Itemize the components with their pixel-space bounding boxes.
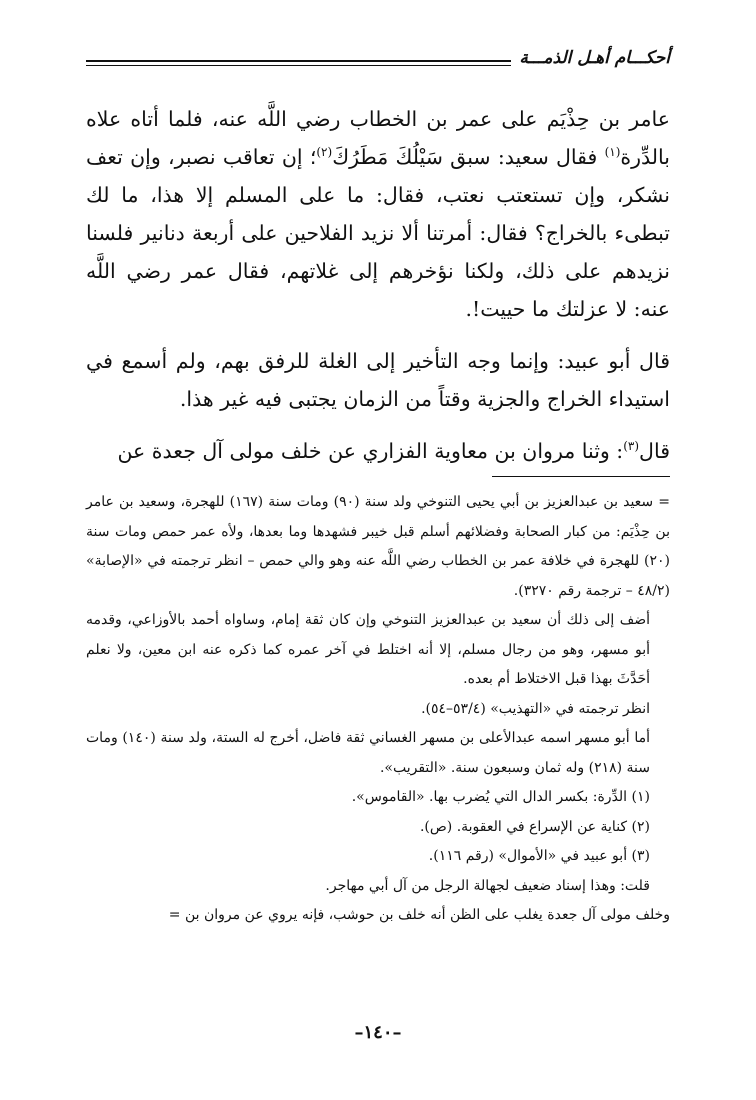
- footnotes: [86, 488, 670, 931]
- footnote-1: (١) الدِّرة: بكسر الدال التي يُضرب بها. «القاموس».: [351, 789, 650, 805]
- page-number: –١٤٠–: [354, 1022, 402, 1043]
- footnote-separator: [492, 476, 670, 477]
- paragraph-text: فقال سعيد: سبق سَيْلُكَ مَطَرُكَ: [332, 145, 605, 169]
- footnote-continuation: أما أبو مسهر اسمه عبدالأعلى بن مسهر الغساني ثقة فاضل، أخرج له الستة، ولد سنة (١٤٠) ومات سنة (٢١٨) وله ثمان وسبعون سنة. «التقريب».: [86, 730, 650, 776]
- header-rule: [86, 60, 520, 62]
- main-paragraph: قال أبو عبيد: وإنما وجه التأخير إلى الغلة للرفق بهم، ولم أسمع في استيداء الخراج والجزية وقتاً من الزمان يجتبى فيه غير هذا.: [86, 349, 670, 411]
- editor-comment: وخلف مولى آل جعدة يغلب على الظن أنه خلف بن حوشب، فإنه يروي عن مروان بن =: [168, 907, 670, 923]
- running-header-title: أحكـــام أهـل الذمـــة: [511, 48, 670, 68]
- footnote-marker-3: (٣): [623, 439, 640, 454]
- footnote-continuation: أضف إلى ذلك أن سعيد بن عبدالعزيز التنوخي وإن كان ثقة إمام، وساواه أحمد بالأوزاعي، وقدمه أبو مسهر، وهو من رجال مسلم، إلا أنه اختلط في آخر عمره كما ذكره عنه ابن معين، ولا نعلم أحَدَّثَ بهذا قبل الاختلاط أم بعده.: [86, 612, 650, 687]
- main-paragraph: [86, 100, 670, 328]
- main-paragraph: [86, 432, 670, 470]
- main-text: [86, 100, 670, 470]
- footnote-continuation: انظر ترجمته في «التهذيب» (٥٣/٤–٥٤).: [421, 700, 650, 717]
- paragraph-text: قال: [639, 439, 670, 463]
- footnote-3: (٣) أبو عبيد في «الأموال» (رقم ١١٦).: [428, 848, 650, 864]
- paragraph-text: : وثنا مروان بن معاوية الفزاري عن خلف مولى آل جعدة عن: [117, 439, 624, 463]
- header-rule-thin: [86, 65, 520, 66]
- running-header: [86, 48, 670, 76]
- editor-comment: قلت: وهذا إسناد ضعيف لجهالة الرجل من آل أبي مهاجر.: [325, 877, 650, 894]
- paragraph-text: عامر بن حِذْيَم على عمر بن الخطاب رضي اللَّه عنه، فلما أتاه علاه بالدِّرة: [86, 107, 670, 169]
- paragraph-text: ؛ إن تعاقب نصبر، وإن تعف نشكر، وإن تستعتب نعتب، فقال: ما على المسلم إلا هذا، ما لك تبطىء بالخراج؟ فقال: أمرتنا ألا نزيد الفلاحين على أربعة دنانير فلسنا نزيدهم على ذلك، ولكنا نؤخرهم إلى غلاتهم، فقال عمر رضي اللَّه عنه: لا عزلتك ما حييت!.: [86, 145, 670, 321]
- footnote-marker-1: (١): [604, 145, 621, 160]
- footnote-2: (٢) كناية عن الإسراع في العقوبة. (ص).: [419, 818, 650, 835]
- footnote-marker-2: (٢): [316, 145, 333, 160]
- footnote-continuation: = سعيد بن عبدالعزيز بن أبي يحيى التنوخي ولد سنة (٩٠) ومات سنة (١٦٧) للهجرة، وسعيد بن عامر بن حِذْيَم: من كبار الصحابة وفضلائهم أسلم قبل خيبر فشهدها وما بعدها، ولأه عمر حمص ومات سنة (٢٠) للهجرة في خلافة عمر بن الخطاب رضي اللَّه عنه وهو والي حمص – انظر ترجمته في «الإصابة» (٤٨/٢ – ترجمة رقم ٣٢٧٠).: [86, 494, 670, 599]
